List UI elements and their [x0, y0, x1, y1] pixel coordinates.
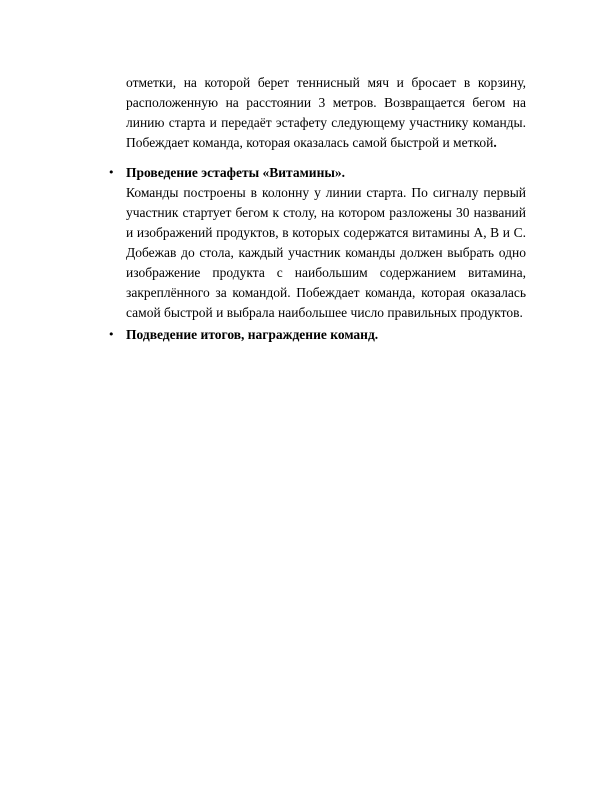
continuation-text: отметки, на которой берет теннисный мяч и бросает в корзину, расположенную на расстоянии 3 метров. Возвращается бегом на линию старта и передаёт эстафету следующему участнику команды. Побеждает команда, которая оказалась самой быстрой и меткой: [126, 75, 526, 150]
list-item-text: Команды построены в колонну у линии старта. По сигналу первый участник стартует бегом к столу, на котором разложены 30 названий и изображений продуктов, в которых содержатся витамины А, В и С. Добежав до стола, каждый участник команды должен выбрать одно изображение продукта с наибольшим содержанием витамина, закреплённого за командой. Побеждает команда, которая оказалась самой быстрой и выбрала наибольшее число правильных продуктов.: [126, 185, 526, 320]
list-item-heading: Подведение итогов, награждение команд.: [126, 327, 379, 342]
list-item-heading: Проведение эстафеты «Витамины».: [126, 165, 346, 180]
bullet-icon: •: [108, 166, 115, 179]
list-item-relay-vitamins: [108, 163, 526, 323]
continuation-end-bold: .: [493, 135, 497, 150]
list-item-summary: [108, 325, 526, 345]
bullet-icon: •: [108, 328, 115, 341]
continuation-paragraph: [126, 73, 526, 153]
